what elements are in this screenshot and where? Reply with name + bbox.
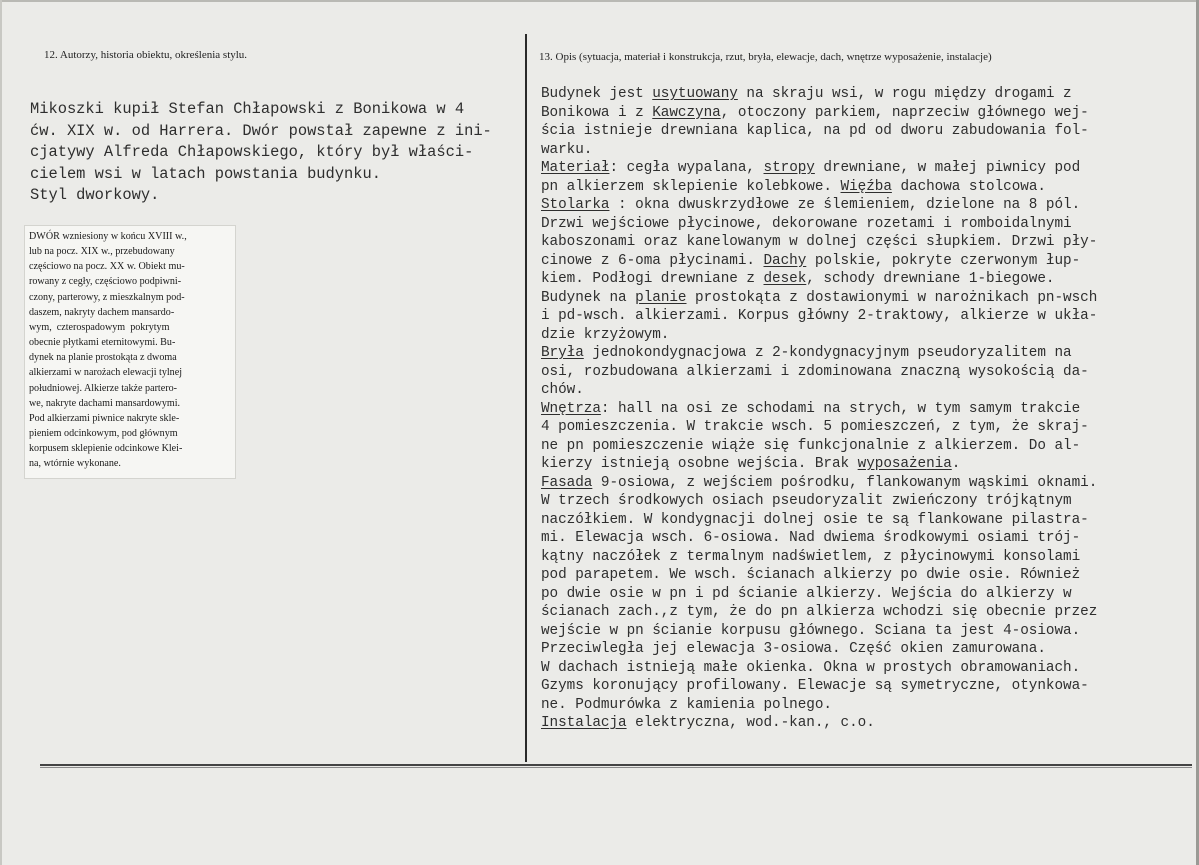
clipping-text-line: częściowo na pocz. XX w. Obiekt mu- (29, 261, 185, 273)
history-text-line: Styl dworkowy. (30, 186, 160, 204)
clipping-text-line: DWÓR wzniesiony w końcu XVIII w., (29, 231, 187, 242)
column-divider (525, 34, 527, 762)
description-text-line: kątny naczółek z termalnym nadświetlem, z płycinowymi konsolami (541, 548, 1081, 565)
description-text-line: Instalacja elektryczna, wod.-kan., c.o. (541, 715, 875, 731)
clipping-text-line: dynek na planie prostokąta z dwoma (29, 352, 177, 364)
description-text-line: po dwie osie w pn i pd ścianie alkierzy. Wejścia do alkierzy w (541, 585, 1072, 602)
history-text-line: ćw. XIX w. od Harrera. Dwór powstał zapewne z ini- (30, 121, 492, 140)
underlined-term: Fasada (541, 474, 593, 491)
clipping-text-line: wym, czterospadowym pokrytym (29, 321, 170, 333)
history-text-line: Mikoszki kupił Stefan Chłapowski z Bonikowa w 4 (30, 100, 465, 118)
history-text-line: cielem wsi w latach powstania budynku. (30, 164, 381, 183)
underlined-term: Więźba (840, 178, 892, 195)
underlined-term: Instalacja (541, 715, 627, 731)
description-text-line: ścianach zach.,z tym, że do pn alkierza wchodzi się obecnie przez (541, 604, 1098, 620)
description-text-line: warku. (541, 141, 593, 158)
description-text-line: wejście w pn ścianie korpusu głównego. Sciana ta jest 4-osiowa. (541, 622, 1081, 639)
description-text-line: Przeciwległa jej elewacja 3-osiowa. Część okien zamurowana. (541, 641, 1046, 657)
underlined-term: desek (763, 271, 807, 287)
description-text-line: naczółkiem. W kondygnacji dolnej osie te są flankowane pilastra- (541, 511, 1089, 528)
clipping-text-line: korpusem sklepienie odcinkowe Klei- (29, 443, 183, 455)
description-text-line: pod parapetem. We wsch. ścianach alkierzy po dwie osie. Również (541, 567, 1081, 583)
section-13-heading: 13. Opis (sytuacja, materiał i konstrukcja, rzut, bryła, elewacje, dach, wnętrze wyposażenie, instalacje) (539, 51, 992, 63)
underlined-term: Stolarka (541, 197, 610, 213)
description-text-line: Drzwi wejściowe płycinowe, dekorowane rozetami i romboidalnymi (541, 215, 1072, 232)
page-edge-left (0, 0, 2, 865)
description-text-line: Bryła jednokondygnacjowa z 2-kondygnacyjnym pseudoryzalitem na (541, 345, 1072, 361)
description-text-line: Wnętrza: hall na osi ze schodami na strych, w tym samym trakcie (541, 400, 1081, 417)
section-12-heading: 12. Autorzy, historia obiektu, określenia stylu. (44, 49, 248, 61)
underlined-term: stropy (763, 160, 815, 176)
description-text-line: chów. (541, 382, 584, 398)
description-text-line: kierzy istnieją osobne wejścia. Brak wyposażenia. (541, 456, 961, 472)
description-text-line: Fasada 9-osiowa, z wejściem pośrodku, flankowanym wąskimi oknami. (541, 474, 1098, 491)
clipping-text (29, 229, 234, 472)
clipping-text-line: na, wtórnie wykonane. (29, 458, 121, 470)
description-text-line: Budynek na planie prostokąta z dostawionymi w narożnikach pn-wsch (541, 289, 1098, 306)
description-text-line: dzie krzyżowym. (541, 326, 670, 343)
underlined-term: planie (635, 289, 687, 306)
description-text-line: kaboszonami oraz kanelowanym w dolnej części słupkiem. Drzwi pły- (541, 234, 1098, 250)
underlined-term: Dachy (763, 252, 807, 269)
underlined-term: Wnętrza (541, 400, 601, 417)
description-text-line: i pd-wsch. alkierzami. Korpus główny 2-traktowy, alkierze w ukła- (541, 308, 1098, 324)
description-text-line: osi, rozbudowana alkierzami i zdominowana znaczną wysokością da- (541, 363, 1089, 380)
pasted-text-clipping (25, 226, 235, 478)
clipping-text-line: lub na pocz. XIX w., przebudowany (29, 246, 175, 258)
description-typed-text (541, 85, 1097, 733)
clipping-text-line: obecnie płytkami eternitowymi. Bu- (29, 337, 176, 349)
clipping-text-line: we, nakryte dachami mansardowymi. (29, 397, 181, 409)
description-text-line: Gzyms koronujący profilowany. Elewacje są symetryczne, otynkowa- (541, 678, 1089, 694)
description-text-line: Bonikowa i z Kawczyna, otoczony parkiem, naprzeciw głównego wej- (541, 104, 1089, 121)
bottom-rule (40, 764, 1192, 766)
clipping-text-line: południowej. Alkierze także partero- (29, 382, 177, 394)
description-text-line: 4 pomieszczenia. W trakcie wsch. 5 pomieszczeń, z tym, że skraj- (541, 419, 1089, 435)
description-text-line: Stolarka : okna dwuskrzydłowe ze ślemieniem, dzielone na 8 pól. (541, 197, 1081, 213)
description-text-line: ścia istnieje drewniana kaplica, na pd od dworu zabudowania fol- (541, 123, 1089, 139)
page-edge-top (0, 0, 1199, 2)
description-text-line: W dachach istnieją małe okienka. Okna w prostych obramowaniach. (541, 659, 1081, 676)
underlined-term: wyposażenia (857, 456, 952, 472)
description-text-line: Budynek jest usytuowany na skraju wsi, w rogu między drogami z (541, 86, 1072, 102)
description-text-line: ne pn pomieszczenie wiąże się funkcjonalnie z alkierzem. Do al- (541, 437, 1081, 454)
history-text-line: cjatywy Alfreda Chłapowskiego, który był właści- (30, 143, 474, 161)
description-text-line: Materiał: cegła wypalana, stropy drewniane, w małej piwnicy pod (541, 160, 1081, 176)
clipping-text-line: Pod alkierzami piwnice nakryte skle- (29, 412, 180, 424)
clipping-text-line: czony, parterowy, z mieszkalnym pod- (29, 291, 185, 303)
underlined-term: Kawczyna (652, 104, 721, 121)
clipping-text-line: pieniem odcinkowym, pod głównym (29, 428, 178, 440)
description-text-line: W trzech środkowych osiach pseudoryzalit zwieńczony trójkątnym (541, 493, 1072, 509)
underlined-term: Bryła (541, 345, 584, 361)
description-text-line: ne. Podmurówka z kamienia polnego. (541, 696, 832, 713)
description-text-line: cinowe z 6-oma płycinami. Dachy polskie, pokryte czerwonym łup- (541, 252, 1081, 269)
underlined-term: usytuowany (652, 86, 738, 102)
underlined-term: Materiał (541, 160, 610, 176)
description-text-line: kiem. Podłogi drewniane z desek, schody drewniane 1-biegowe. (541, 271, 1055, 287)
description-text-line: pn alkierzem sklepienie kolebkowe. Więźba dachowa stolcowa. (541, 178, 1046, 195)
bottom-rule-thin (40, 767, 1192, 768)
history-typed-text (30, 99, 492, 207)
clipping-text-line: daszem, nakryty dachem mansardo- (29, 306, 175, 318)
clipping-text-line: rowany z cegły, częściowo podpiwni- (29, 276, 182, 288)
clipping-text-line: alkierzami w narożach elewacji tylnej (29, 367, 183, 379)
description-text-line: mi. Elewacja wsch. 6-osiowa. Nad dwiema środkowymi osiami trój- (541, 530, 1081, 546)
